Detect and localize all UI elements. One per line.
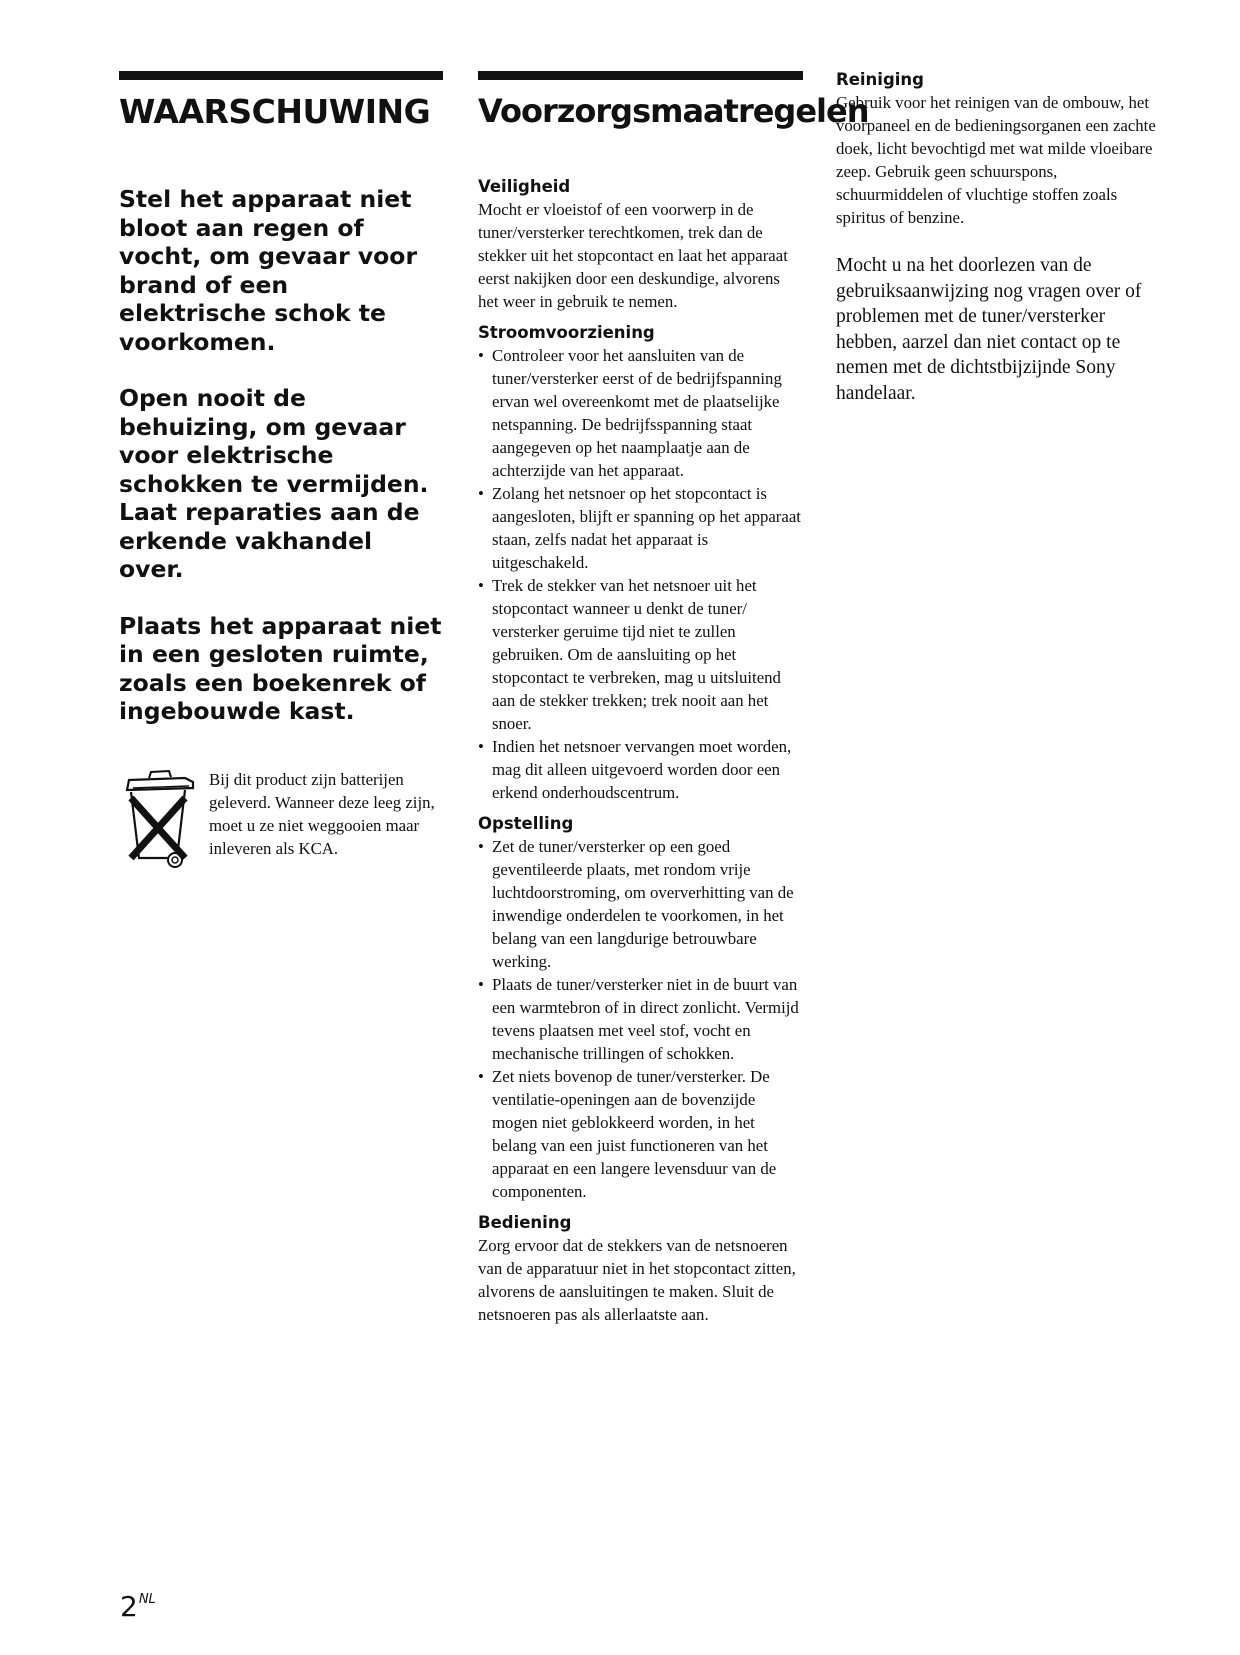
bediening-heading: Bediening (478, 1213, 572, 1232)
stroom-heading: Stroomvoorziening (478, 323, 655, 342)
warning-placement: Plaats het apparaat niet in een gesloten ruimte, zoals een boekenrek of ingebouwde kast. (119, 611, 442, 725)
warning-moisture: Stel het apparaat niet bloot aan regen of vocht, om gevaar voor brand of een elektrische schok te voorkomen. (119, 185, 418, 356)
list-item: • Controleer voor het aansluiten van de tuner/versterker eerst of de bedrijfspanning ervan wel overeenkomt met de plaatselijke netspanning. De bedrijfsspanning staat aangegeven op het naamplaatje aan de achterzijde van het apparaat. (478, 346, 782, 480)
veiligheid-heading: Veiligheid (478, 177, 571, 196)
crossed-out-wheelie-bin-icon (119, 766, 201, 874)
reiniging-heading: Reiniging (836, 70, 924, 89)
list-item: • Indien het netsnoer vervangen moet worden, mag dit alleen uitgevoerd worden door een erkend onderhoudscentrum. (478, 737, 792, 802)
page-language-suffix: NL (138, 1592, 156, 1607)
list-item: • Trek de stekker van het netsnoer uit het stopcontact wanneer u denkt de tuner/ versterker geruime tijd niet te zullen gebruiken. Om de aansluiting op het stopcontact te verbreken, mag u uitsluitend aan de stekker trekken; trek nooit aan het snoer. (478, 576, 781, 733)
warning-enclosure: Open nooit de behuizing, om gevaar voor elektrische schokken te vermijden. Laat reparaties aan de erkende vakhandel over. (119, 384, 429, 583)
reiniging-text: Gebruik voor het reinigen van de ombouw, het voorpaneel en de bedieningsorganen een zachte doek, licht bevochtigd met wat milde vloeibare zeep. Gebruik geen schuurspons, schuurmiddelen of vluchtige stoffen zoals spiritus of benzine. (836, 93, 1156, 227)
list-item: • Zet de tuner/versterker op een goed geventileerde plaats, met rondom vrije luchtdoorstroming, om oververhitting van de inwendige onderdelen te voorkomen, in het belang van een langdurige betrouwbare werking. (478, 837, 794, 971)
list-item: • Plaats de tuner/versterker niet in de buurt van een warmtebron of in direct zonlicht. Vermijd tevens plaatsen met veel stof, vocht en mechanische trillingen of schokken. (478, 975, 799, 1063)
warning-top-rule (119, 71, 443, 80)
veiligheid-text: Mocht er vloeistof of een voorwerp in de tuner/versterker terechtkomen, trek dan de stekker uit het stopcontact en laat het apparaat eerst nakijken door een deskundige, alvorens het weer in gebruik te nemen. (478, 200, 788, 311)
stroom-list (478, 344, 803, 804)
opstelling-list (478, 835, 803, 1203)
precautions-top-rule (478, 71, 803, 80)
list-item: • Zolang het netsnoer op het stopcontact is aangesloten, blijft er spanning op het apparaat staan, zelfs nadat het apparaat is uitgeschakeld. (478, 484, 801, 572)
contact-text: Mocht u na het doorlezen van de gebruiksaanwijzing nog vragen over of problemen met de tuner/versterker hebben, aarzel dan niet contact op te nemen met de dichtstbijzijnde Sony handelaar. (836, 255, 1142, 404)
bediening-text: Zorg ervoor dat de stekkers van de netsnoeren van de apparatuur niet in het stopcontact zitten, alvorens de aansluitingen te maken. Sluit de netsnoeren pas als allerlaatste aan. (478, 1236, 796, 1324)
precautions-title: Voorzorgsmaatregelen (478, 92, 869, 130)
cleaning-column (836, 0, 1166, 406)
list-item: • Zet niets bovenop de tuner/versterker. De ventilatie-openingen aan de bovenzijde mogen niet geblokkeerd worden, in het belang van een juist functioneren van het apparaat en een langere levensduur van de componenten. (478, 1067, 777, 1201)
battery-note: Bij dit product zijn batterijen geleverd. Wanneer deze leeg zijn, moet u ze niet weggooien maar inleveren als KCA. (209, 769, 435, 858)
opstelling-heading: Opstelling (478, 814, 574, 833)
battery-notice (119, 768, 443, 878)
page-number: $2^{NL}$ (120, 1590, 156, 1623)
warning-title: WAARSCHUWING (119, 92, 431, 131)
warning-column (119, 0, 443, 878)
precautions-column (478, 0, 869, 1326)
